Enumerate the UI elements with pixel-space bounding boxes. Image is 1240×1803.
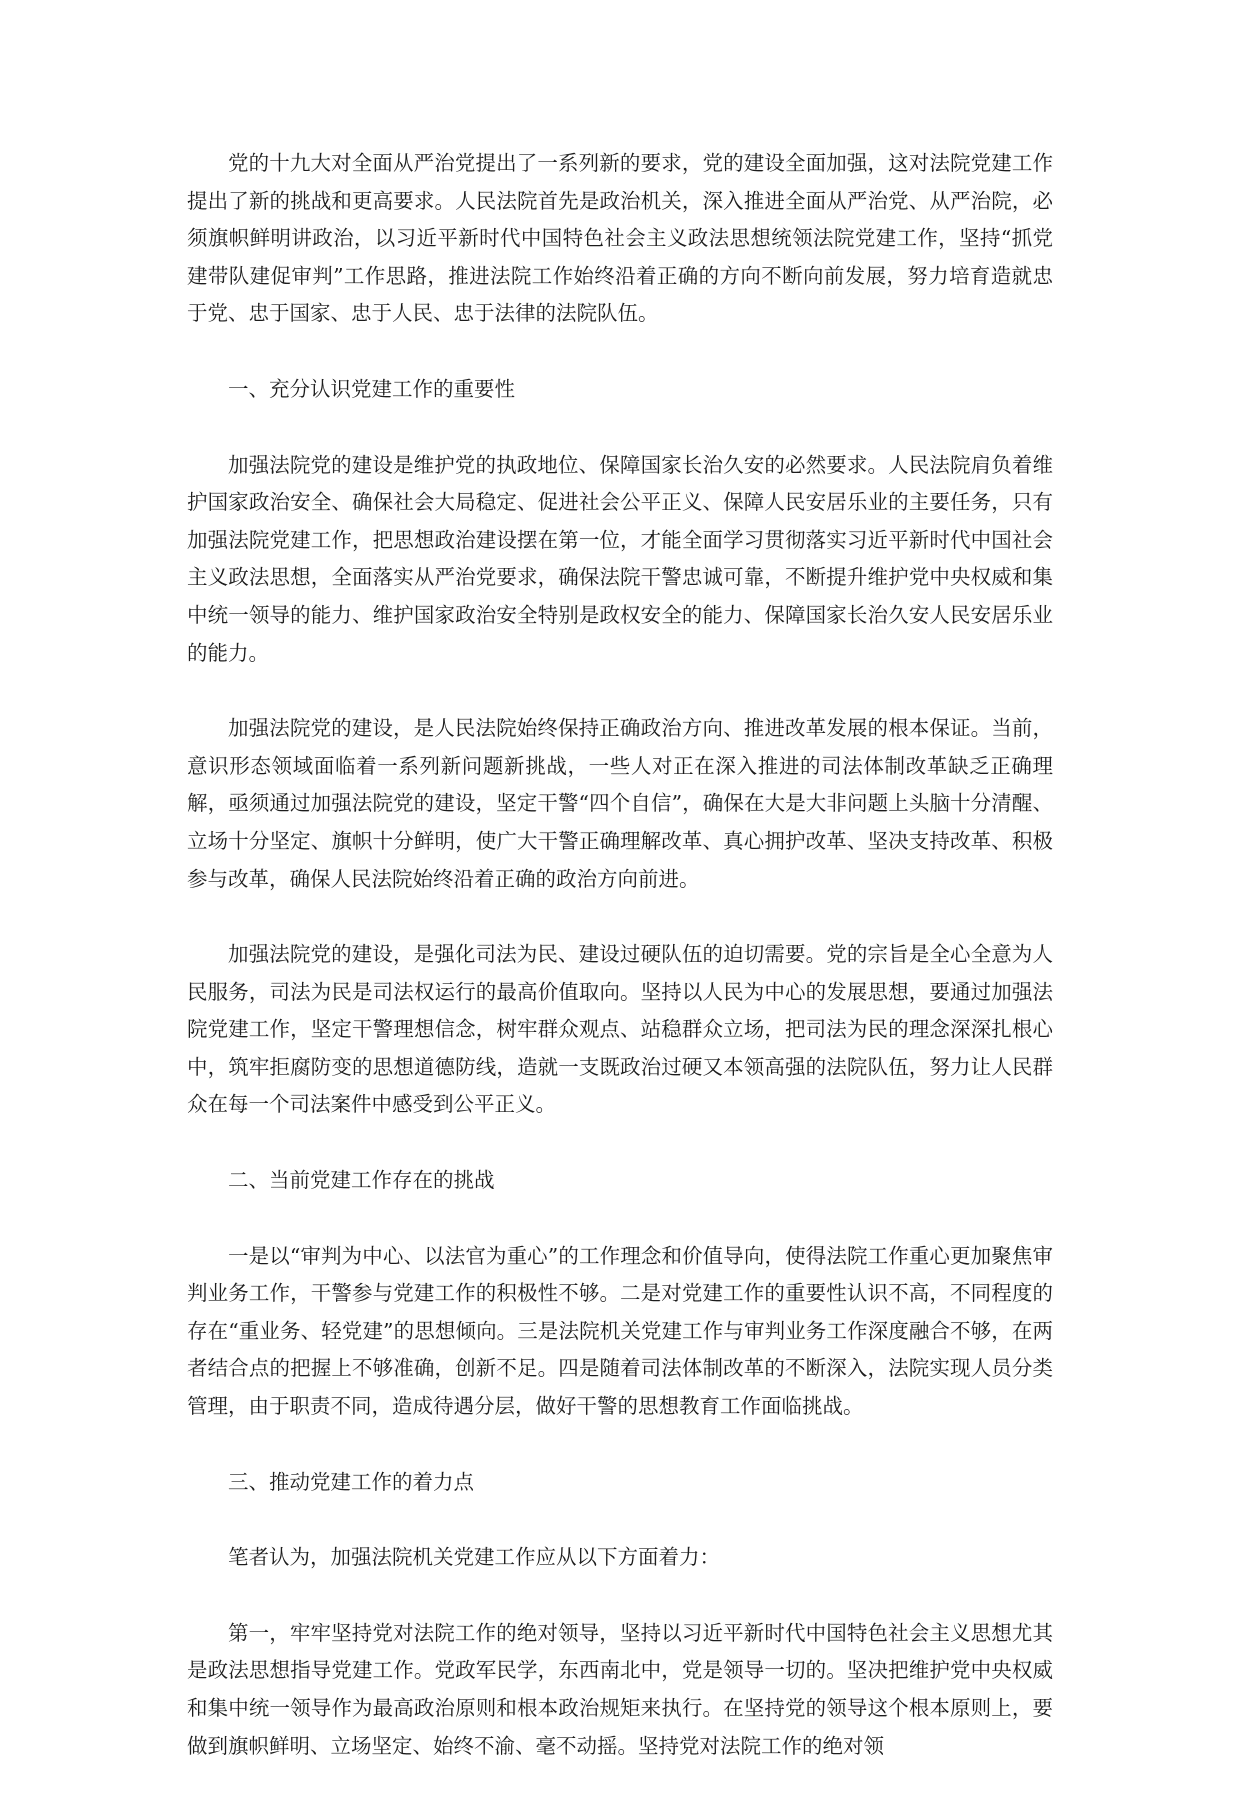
section-heading-3: 三、推动党建工作的着力点 bbox=[228, 1469, 474, 1494]
section-heading-2: 二、当前党建工作存在的挑战 bbox=[228, 1168, 495, 1193]
section-3-intro-paragraph: 笔者认为，加强法院机关党建工作应从以下方面着力： bbox=[228, 1545, 720, 1570]
section-1-paragraph-1: 加强法院党的建设是维护党的执政地位、保障国家长治久安的必然要求。人民法院肩负着维护国家政治安全、确保社会大局稳定、促进社会公平正义、保障人民安居乐业的主要任务，只有加强法院党建工作，把思想政治建设摆在第一位，才能全面学习贯彻落实习近平新时代中国社会主义政法思想，全面落实从严治党要求，确保法院干警忠诚可靠，不断提升维护党中央权威和集中统一领导的能力、维护国家政治安全特别是政权安全的能力、保障国家长治久安人民安居乐业的能力。 bbox=[187, 452, 1053, 665]
section-heading-1: 一、充分认识党建工作的重要性 bbox=[228, 376, 515, 401]
section-2-paragraph-1: 一是以“审判为中心、以法官为重心”的工作理念和价值导向，使得法院工作重心更加聚焦审判业务工作，干警参与党建工作的积极性不够。二是对党建工作的重要性认识不高，不同程度的存在“重业务、轻党建”的思想倾向。三是法院机关党建工作与审判业务工作深度融合不够，在两者结合点的把握上不够准确，创新不足。四是随着司法体制改革的不断深入，法院实现人员分类管理，由于职责不同，造成待遇分层，做好干警的思想教育工作面临挑战。 bbox=[187, 1243, 1053, 1419]
document-body bbox=[187, 145, 1053, 1803]
intro-paragraph: 党的十九大对全面从严治党提出了一系列新的要求，党的建设全面加强，这对法院党建工作提出了新的挑战和更高要求。人民法院首先是政治机关，深入推进全面从严治党、从严治院，必须旗帜鲜明讲政治，以习近平新时代中国特色社会主义政法思想统领法院党建工作，坚持“抓党建带队建促审判”工作思路，推进法院工作始终沿着正确的方向不断向前发展，努力培育造就忠于党、忠于国家、忠于人民、忠于法律的法院队伍。 bbox=[187, 151, 1053, 326]
section-1-paragraph-2: 加强法院党的建设，是人民法院始终保持正确政治方向、推进改革发展的根本保证。当前，意识形态领域面临着一系列新问题新挑战，一些人对正在深入推进的司法体制改革缺乏正确理解，亟须通过加强法院党的建设，坚定干警“四个自信”，确保在大是大非问题上头脑十分清醒、立场十分坚定、旗帜十分鲜明，使广大干警正确理解改革、真心拥护改革、坚决支持改革、积极参与改革，确保人民法院始终沿着正确的政治方向前进。 bbox=[187, 716, 1053, 891]
section-3-paragraph-1: 第一，牢牢坚持党对法院工作的绝对领导，坚持以习近平新时代中国特色社会主义思想尤其是政法思想指导党建工作。党政军民学，东西南北中，党是领导一切的。坚决把维护党中央权威和集中统一领导作为最高政治原则和根本政治规矩来执行。在坚持党的领导这个根本原则上，要做到旗帜鲜明、立场坚定、始终不渝、毫不动摇。坚持党对法院工作的绝对领 bbox=[187, 1620, 1053, 1758]
section-1-paragraph-3: 加强法院党的建设，是强化司法为民、建设过硬队伍的迫切需要。党的宗旨是全心全意为人民服务，司法为民是司法权运行的最高价值取向。坚持以人民为中心的发展思想，要通过加强法院党建工作，坚定干警理想信念，树牢群众观点、站稳群众立场，把司法为民的理念深深扎根心中，筑牢拒腐防变的思想道德防线，造就一支既政治过硬又本领高强的法院队伍，努力让人民群众在每一个司法案件中感受到公平正义。 bbox=[187, 942, 1053, 1117]
